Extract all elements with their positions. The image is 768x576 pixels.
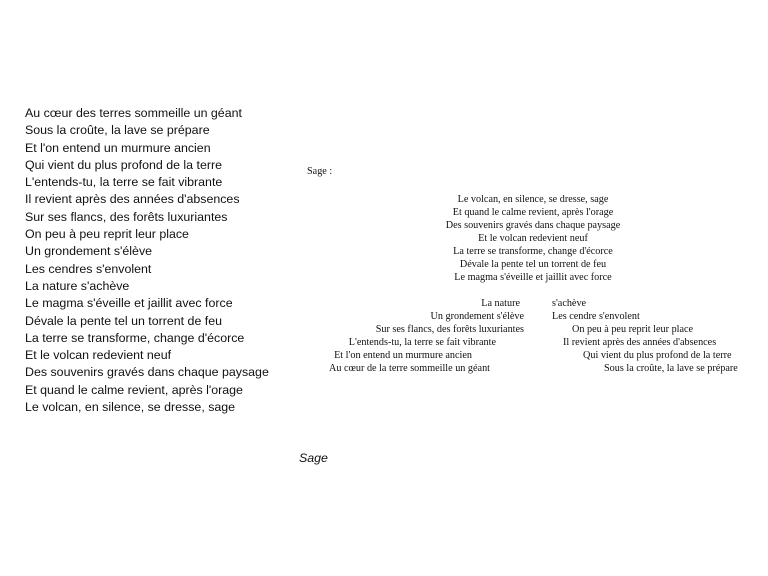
split-line-right: Il revient après des années d'absences (563, 337, 717, 348)
poem-line: La nature s'achève (25, 278, 130, 293)
split-line-right: Qui vient du plus profond de la terre (583, 350, 732, 361)
poem-line: Un grondement s'élève (25, 244, 153, 259)
poem-line: La terre se transforme, change d'écorce (25, 330, 245, 345)
poem-line: Qui vient du plus profond de la terre (25, 157, 222, 172)
stanza-line: Le magma s'éveille et jaillit avec force (454, 272, 612, 283)
stanza-line: Des souvenirs gravés dans chaque paysage (445, 220, 621, 231)
poem-line: Des souvenirs gravés dans chaque paysage (25, 365, 269, 380)
poem-line: L'entends-tu, la terre se fait vibrante (25, 175, 223, 190)
split-line-right: Les cendre s'envolent (552, 311, 640, 322)
split-line-left: La nature (481, 298, 520, 309)
caption: Sage (299, 451, 328, 465)
poem-line: Et le volcan redevient neuf (25, 348, 172, 363)
poem-line: On peu à peu reprit leur place (25, 227, 189, 242)
left-poem (25, 105, 269, 416)
split-line-left: L'entends-tu, la terre se fait vibrante (348, 337, 496, 348)
poem-line: Dévale la pente tel un torrent de feu (25, 313, 223, 328)
split-line-left: Et l'on entend un murmure ancien (334, 350, 472, 361)
split-line-left: Au cœur de la terre sommeille un géant (329, 363, 490, 374)
stanza-line: Et le volcan redevient neuf (478, 233, 588, 244)
split-line-left: Sur ses flancs, des forêts luxuriantes (375, 324, 524, 335)
poem-line: Sous la croûte, la lave se prépare (25, 123, 210, 138)
poem-line: Le volcan, en silence, se dresse, sage (25, 400, 236, 415)
center-stanza (400, 193, 666, 284)
split-line-right: Sous la croûte, la lave se prépare (604, 363, 738, 374)
poem-line: Le magma s'éveille et jaillit avec force (25, 296, 233, 311)
stanza-line: Dévale la pente tel un torrent de feu (459, 259, 607, 270)
split-stanza-left (329, 297, 524, 375)
stanza-line: Le volcan, en silence, se dresse, sage (457, 194, 609, 205)
sage-label: Sage : (307, 166, 333, 177)
poem-line: Sur ses flancs, des forêts luxuriantes (25, 209, 228, 224)
split-line-right: s'achève (552, 298, 587, 309)
poem-line: Au cœur des terres sommeille un géant (25, 106, 242, 120)
poem-line: Les cendres s'envolent (25, 261, 152, 276)
poem-line: Et quand le calme revient, après l'orage (25, 382, 243, 397)
poem-line: Et l'on entend un murmure ancien (25, 140, 211, 155)
stanza-line: La terre se transforme, change d'écorce (453, 246, 613, 257)
stanza-line: Et quand le calme revient, après l'orage (452, 207, 614, 218)
split-line-right: On peu à peu reprit leur place (572, 324, 694, 335)
split-stanza-right (552, 297, 738, 375)
split-line-left: Un grondement s'élève (430, 311, 524, 322)
poem-line: Il revient après des années d'absences (25, 192, 240, 207)
